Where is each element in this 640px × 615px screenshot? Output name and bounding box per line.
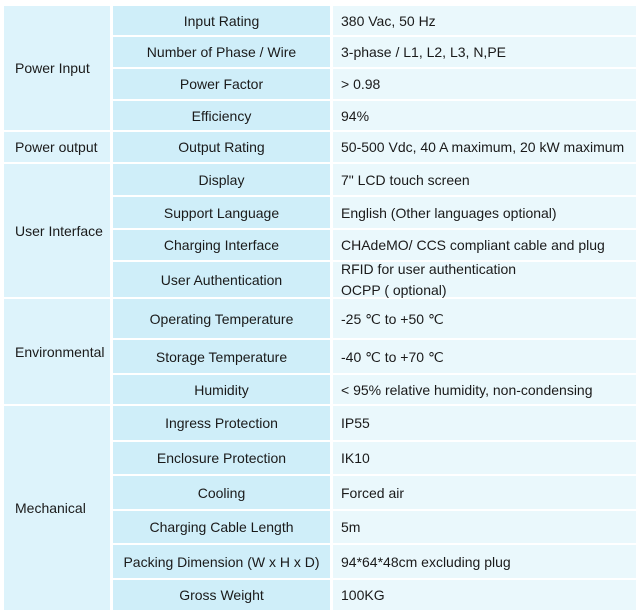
spec-value-line: IP55 — [341, 415, 370, 431]
spec-value-line: English (Other languages optional) — [341, 204, 557, 221]
spec-label: Charging Cable Length — [113, 511, 330, 543]
spec-label: Gross Weight — [113, 580, 330, 610]
spec-value — [333, 442, 636, 474]
spec-value-line: > 0.98 — [341, 76, 381, 92]
spec-value-line: 3-phase / L1, L2, L3, N,PE — [341, 44, 506, 60]
spec-value — [333, 406, 636, 440]
spec-value-line: 100KG — [341, 587, 385, 603]
spec-label: Ingress Protection — [113, 406, 330, 440]
spec-value-line: RFID for user authentication — [341, 260, 517, 277]
category-cell: User Interface — [4, 164, 110, 297]
spec-value-line: 380 Vac, 50 Hz — [341, 12, 436, 29]
spec-value — [333, 132, 636, 162]
spec-value — [333, 262, 636, 297]
spec-value — [333, 230, 636, 260]
spec-label: Number of Phase / Wire — [113, 37, 330, 67]
spec-value-line: OCPP ( optional) — [341, 281, 447, 298]
spec-value — [333, 340, 636, 373]
spec-value-line: 7" LCD touch screen — [341, 171, 470, 188]
category-cell: Mechanical — [4, 406, 110, 610]
spec-value — [333, 164, 636, 195]
spec-value-line: CHAdeMO/ CCS compliant cable and plug — [341, 237, 605, 253]
spec-value-line: 50-500 Vdc, 40 A maximum, 20 kW maximum — [341, 139, 625, 155]
spec-value-line: 94*64*48cm excluding plug — [341, 553, 511, 570]
spec-value — [333, 37, 636, 67]
spec-value-line: -40 ℃ to +70 ℃ — [341, 348, 444, 365]
spec-value — [333, 101, 636, 130]
spec-value-line: 5m — [341, 519, 361, 535]
spec-value — [333, 299, 636, 338]
spec-label: Packing Dimension (W x H x D) — [113, 545, 330, 578]
spec-label: Efficiency — [113, 101, 330, 130]
spec-label: User Authentication — [113, 262, 330, 297]
category-cell: Environmental — [4, 299, 110, 404]
spec-value-line: < 95% relative humidity, non-condensing — [341, 381, 593, 398]
spec-label: Output Rating — [113, 132, 330, 162]
spec-label: Power Factor — [113, 69, 330, 99]
spec-value — [333, 375, 636, 404]
spec-value-line: -25 ℃ to +50 ℃ — [341, 310, 444, 327]
spec-label: Enclosure Protection — [113, 442, 330, 474]
spec-label: Humidity — [113, 375, 330, 404]
spec-value-line: IK10 — [341, 450, 370, 466]
spec-value — [333, 197, 636, 228]
category-cell: Power Input — [4, 6, 110, 130]
category-cell: Power output — [4, 132, 110, 162]
spec-value — [333, 511, 636, 543]
spec-label: Display — [113, 164, 330, 195]
spec-label: Storage Temperature — [113, 340, 330, 373]
spec-value — [333, 476, 636, 509]
spec-value — [333, 545, 636, 578]
spec-value — [333, 69, 636, 99]
spec-table — [4, 6, 636, 610]
spec-label: Input Rating — [113, 6, 330, 35]
spec-value — [333, 580, 636, 610]
spec-label: Charging Interface — [113, 230, 330, 260]
spec-label: Cooling — [113, 476, 330, 509]
spec-label: Operating Temperature — [113, 299, 330, 338]
spec-value-line: Forced air — [341, 484, 405, 501]
spec-value-line: 94% — [341, 107, 370, 124]
spec-label: Support Language — [113, 197, 330, 228]
spec-value — [333, 6, 636, 35]
